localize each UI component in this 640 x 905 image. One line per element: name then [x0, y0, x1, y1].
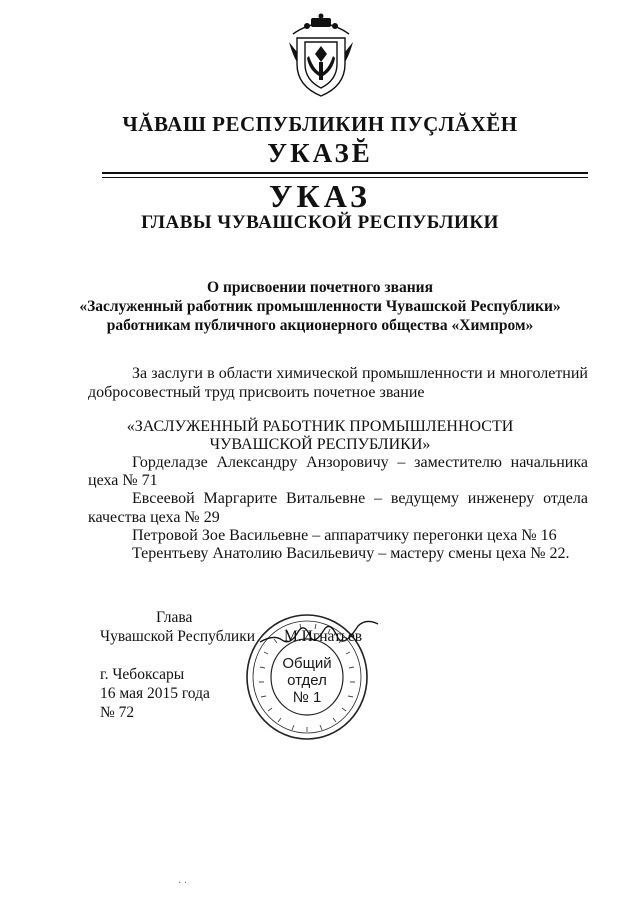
recipient-item: Терентьеву Анатолию Васильевичу – мастеру смены цеха № 22.	[132, 545, 570, 563]
subject-line: О присвоении почетного звания	[207, 279, 433, 296]
signatory-position: Глава	[156, 609, 193, 626]
signatory-organization: Чувашской Республики	[100, 628, 256, 645]
award-title	[0, 418, 640, 454]
header-rule-thick	[102, 172, 588, 174]
recipient-item: Горделадзе Александру Анзоровичу – заместителю начальника цеха № 71	[88, 454, 588, 490]
preamble-text: За заслуги в области химической промышленности и многолетний добросовестный труд присвоить почетное звание	[88, 365, 588, 401]
coat-of-arms-icon	[283, 12, 359, 100]
handwritten-signature-icon	[254, 616, 384, 656]
decree-subtitle: ГЛАВЫ ЧУВАШСКОЙ РЕСПУБЛИКИ	[141, 212, 499, 233]
signatory-name: М.Игнатьев	[284, 628, 363, 645]
stamp-line: отдел	[287, 672, 327, 689]
decree-date: 16 мая 2015 года	[100, 685, 210, 702]
decree-subject	[0, 278, 640, 335]
place-city: г. Чебоксары	[100, 666, 185, 683]
scan-artifact: · ·	[178, 878, 188, 889]
stamp-text	[244, 655, 370, 706]
place-and-date	[100, 665, 210, 722]
stamp-line: № 1	[292, 689, 322, 706]
header-chuvash-line: ЧĂВАШ РЕСПУБЛИКИН ПУÇЛĂХĔН	[122, 112, 518, 136]
preamble-paragraph	[88, 364, 588, 402]
decree-title: УКАЗ	[269, 178, 371, 214]
award-title-line: ЧУВАШСКОЙ РЕСПУБЛИКИ»	[209, 436, 431, 453]
recipient-item: Евсеевой Маргарите Витальевне – ведущему инженеру отдела качества цеха № 29	[88, 490, 588, 526]
decree-number: № 72	[100, 704, 135, 721]
recipient-item: Петровой Зое Васильевне – аппаратчику перегонки цеха № 16	[132, 526, 557, 544]
recipients-list	[88, 454, 588, 563]
stamp-line: Общий	[282, 655, 332, 672]
subject-line: работникам публичного акционерного общества «Химпром»	[106, 317, 534, 334]
subject-line: «Заслуженный работник промышленности Чувашской Республики»	[79, 298, 561, 315]
award-title-line: «ЗАСЛУЖЕННЫЙ РАБОТНИК ПРОМЫШЛЕННОСТИ	[126, 418, 514, 435]
header-chuvash-ukaz: УКАЗĔ	[267, 138, 373, 168]
